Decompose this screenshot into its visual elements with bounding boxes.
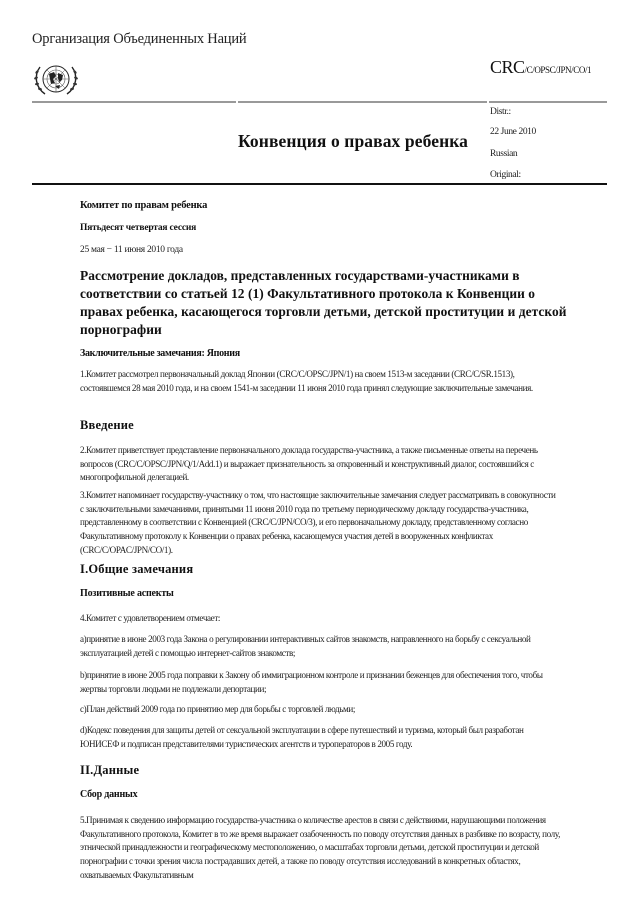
paragraph-5: 5.Принимая к сведению информацию государства-участника о количестве арестов в связи с действиями, нарушающими положения Факультативного протокола, Комитет в то же время выражает озабоченность по поводу отсутствия данных в разбивке по возрасту, полу, этнической принадлежности и географическому местоположению, о масштабах торговли детьми, детской проституции и детской порнографии с точки зрения числа пострадавших детей, а также по поводу отсутствия исследований в конкретных областях, охватываемых Факультативным: [80, 815, 560, 880]
document-language: Russian: [490, 149, 518, 159]
paragraph-3: 3.Комитет напоминает государству-участнику о том, что настоящие заключительные замечания следует рассматривать в совокупности с заключительными замечаниями, принятыми 11 июня 2010 года по третьему периодическому докладу государства-участника, представленному в соответствии с Конвенцией (CRC/C/JPN/CO/3), и его первоначальному докладу, представленному согласно Факультативному протоколу к Конвенции о правах ребенка, касающемуся участия детей в вооруженных конфликтах (CRC/C/OPAC/JPN/CO/1).: [80, 490, 556, 555]
distribution-label: Distr.:: [490, 107, 511, 117]
header-bottom-rule: [32, 183, 607, 185]
heading-positive-aspects: Позитивные аспекты: [80, 588, 174, 599]
heading-data-collection: Сбор данных: [80, 789, 138, 800]
session-dates: 25 мая − 11 июня 2010 года: [80, 245, 183, 255]
document-symbol: [490, 57, 591, 78]
header-rule-left: [32, 101, 236, 103]
header-rule-right: [489, 101, 607, 103]
organization-name: Организация Объединенных Наций: [32, 31, 247, 47]
document-main-title: Рассмотрение докладов, представленных государствами-участниками в соответствии со статьей 12 (1) Факультативного протокола к Конвенции о правах ребенка, касающегося торговли детьми, детской проституции и детской порнографии: [80, 268, 567, 337]
paragraph-4c: c)План действий 2009 года по принятию мер для борьбы с торговлей людьми;: [80, 704, 356, 714]
document-date: 22 June 2010: [490, 127, 536, 137]
document-subtitle: Заключительные замечания: Япония: [80, 348, 240, 359]
paragraph-4b: b)принятие в июне 2005 года поправки к Закону об иммиграционном контроле и признании беженцев для обеспечения того, чтобы жертвы торговли людьми не подлежали депортации;: [80, 670, 543, 694]
original-label: Original:: [490, 170, 521, 180]
paragraph-4: 4.Комитет с удовлетворением отмечает:: [80, 613, 221, 623]
session-name: Пятьдесят четвертая сессия: [80, 223, 197, 233]
symbol-suffix: /C/OPSC/JPN/CO/1: [524, 65, 592, 75]
heading-section-2: II.Данные: [80, 763, 140, 777]
paragraph-4a: a)принятие в июне 2003 года Закона о регулировании интерактивных сайтов знакомств, направленного на борьбу с сексуальной эксплуатацией детей с помощью интернет-сайтов знакомств;: [80, 634, 531, 658]
heading-section-1: I.Общие замечания: [80, 562, 194, 576]
header-rule-middle: [238, 101, 487, 103]
convention-title: Конвенция о правах ребенка: [238, 131, 469, 151]
heading-introduction: Введение: [80, 418, 134, 432]
committee-name: Комитет по правам ребенка: [80, 200, 208, 211]
paragraph-1: 1.Комитет рассмотрел первоначальный доклад Японии (CRC/C/OPSC/JPN/1) на своем 1513-м заседании (CRC/C/SR.1513), состоявшемся 28 мая 2010 года, и на своем 1541-м заседании 11 июня 2010 года принял следующие заключительные замечания.: [80, 369, 533, 393]
paragraph-4d: d)Кодекс поведения для защиты детей от сексуальной эксплуатации в сфере путешествий и туризма, который был разработан ЮНИСЕФ и подписан представителями туристических агентств и туроператоров в 2005 году.: [80, 725, 524, 749]
symbol-prefix: CRC: [490, 57, 525, 77]
paragraph-2: 2.Комитет приветствует представление первоначального доклада государства-участника, а также письменные ответы на перечень вопросов (CRC/C/OPSC/JPN/Q/1/Add.1) и выражает признательность за откровенный и конструктивный диалог, состоявшийся с многопрофильной делегацией.: [80, 445, 538, 483]
un-emblem-icon: [31, 59, 81, 99]
